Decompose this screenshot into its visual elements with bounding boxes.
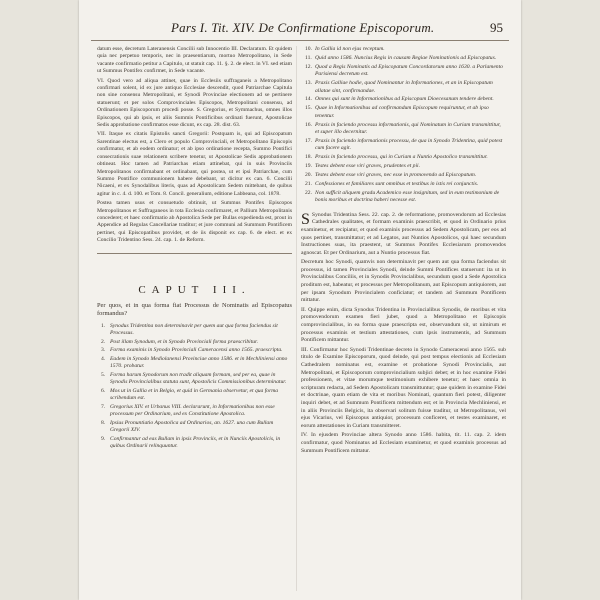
body-paragraph: datum esse, decretum Lateranensis Concilii sub Innocentio III. Declaratum. Et quidem quia nec perpetuo temporis, nec in praesentiarum, mortuo Metropolitano, in Sede vacante confirmatio petitur a Capitulo, ut statuit cap. 11. §. 2. de elect. in VI. sed etiam ut Summus Pontifex confirmet, in Sede vacante. [97, 46, 292, 75]
body-paragraph: II. Quippe enim, dicta Synodus Tridentina in Provincialibus Synodis, de moribus et vita promovendorum examen fieri jubet, quod a Metropolitano et Episcopis comprovincialibus, in ea forma quae praescripta est, observandum sit, ut nimirum et processus examinis et testium attestationes, cum ipsis instrumentis, ad Summum Pontificem mittantur. [301, 306, 506, 344]
summary-item: 5. Forma harum Synodorum non tradit aliquam formam, sed per ea, quae in Synodis Provincialibus statuta sunt, Apostolicis Commissionibus determinatur. [101, 371, 287, 386]
summary-item: 8. Ipsius Pronuntiatio Apostolica ad Ordinarios, an. 1627. una cum Bullam Gregorii XIV. [101, 419, 274, 434]
page-number: 95 [490, 20, 503, 35]
chapter-summary-list-continued [301, 46, 506, 205]
summary-item: 20. Testes debent esse viri graves, nec esse in promovendo ad Episcopatum. [305, 172, 477, 179]
column-gutter [296, 46, 297, 591]
section-rule [97, 253, 292, 254]
summary-item: 6. Mos ut in Gallia et in Belgio, et quid in Germania observetur, et qua forma scribendum est. [101, 387, 279, 402]
summary-item: 2. Post illam Synodum, et in Synodo Provinciali forma praescribitur. [101, 338, 259, 345]
summary-item: 7. Gregorius XIV. et Urbanus VIII. declararunt, in Informationibus non esse processum per Ordinarium, sed ex Constitutione Apostolica. [101, 403, 275, 418]
header-rule [91, 40, 509, 41]
summary-item: 18. Praxis in faciendo processu, qui in Curiam a Nuntio Apostolico transmittitur. [305, 154, 488, 161]
summary-item: 14. Omnes qui sunt in Informationibus ad Episcopum Dioecesanum tendere debent. [305, 96, 494, 103]
chapter-question: Per quos, et in qua forma fiat Processus de Nominatis ad Episcopatus formandus? [97, 301, 292, 317]
chapter-summary-list [97, 323, 292, 451]
summary-item: 4. Eadem in Synodo Mediolanensi Provinciae anno 1586. et in Mechliniensi anno 1570. probatur. [101, 355, 288, 370]
document-page [79, 0, 521, 600]
summary-item: 19. Testes debent esse viri graves, prudentes et pii. [305, 163, 420, 170]
body-paragraph: Postea tamen usus et consuetudo obtinuit, ut Summus Pontifex Episcopos Metropolitanos et Suffraganeos in tota Ecclesia confirmaret, et Pallium Metropolitanis concederet; et haec confirmatio ab Apostolica Sede per Bullas expedienda est, prout in Appendice ad Regulas Cancellariae traditur; et jure communi ad Summum Pontificem pertinet, qui Episcopatibus providet, et de iis disponit ex cap. 6. de elect. et ex Concilio Tridentino Sess. 24. cap. 1. de Reform. [97, 200, 292, 244]
summary-item: 21. Confessiones et familiares sunt omnibus et testibus in istis rei conjunctis. [305, 181, 479, 187]
summary-item: 17. Praxis in faciendo informationis processu, de qua in Synodo Tridentina, quid potest cum facere agit. [305, 137, 503, 152]
summary-item: 11. Quid anno 1586. Nuncius Regis in causam Regiae Nominationis ad Episcopatus. [305, 54, 497, 61]
running-title: Pars I. Tit. XIV. De Confirmatione Episcoporum. [171, 20, 435, 35]
body-paragraph: III. Confirmatur hoc Synodi Tridentinae decreto in Synodo Cameracensi anno 1565. sub titulo de Examine Episcoporum, quod deinde, qui post tempus electionis ad Ecclesiam Cathedralem nominatus est, examine et probatione Synodi Provincialis, aut Metropolitani, et Episcoporum comprovincialium subjici debet; et in hoc examine Fidei professionem, et vitae morumque testimonium exhibere tenetur; et haec omnia in scripturam redacta, ad Sedem Apostolicam transmittuntur; quae quidem in examine Fidei et doctrinae, quam etiam de vita et moribus Nominati, quantum fieri potest, diligenter inquiri debet, et ad Summum Pontificem mittendum est; et in Provincia Mechliniensi, et in aliis Provinciis Belgicis, ita observari solitum fuisse traditur, ut Metropolitanus, vel ejus Vicarius, vel Episcopus antiquior, processum conficeret, et testes examinaret, et eorum attestationes in Curiam transmitteret. [301, 346, 506, 429]
summary-item: 15. Quae in Informationibus ad confirmandum Episcopum requiruntur, et ab ipso tenentur. [305, 105, 489, 119]
summary-item: 13. Praxis Galliae hodie, quod Nominantur in Informationes, et an in Episcopatum allatae sint, confirmandae. [305, 80, 493, 94]
summary-item: 9. Confirmantur ad eas Bullam in ipsis Provinciis, et in Nunciis Apostolicis, in quibus Ordinarii relinquuntur. [101, 435, 281, 450]
summary-item: 10. In Gallia id non ejus receptum. [305, 46, 385, 52]
chapter-body [301, 212, 506, 455]
left-column [97, 46, 292, 594]
body-paragraph: Decretum hoc Synodi, quamvis non determinavit per quem aut qua forma faciendus sit processus, id tamen Provinciales Synodi, deinde Summi Pontifices statuerunt: ita ut in Provincialibus Conciliis, et in Synodis Provincialibus, secundum quod a Sede Apostolica proditum est, habeatur, et processus per Metropolitanum, aut Episcopum antiquiorem, aut per ipsam Synodum Provincialem conficiatur; et tandem ad Summum Pontificem mittatur. [301, 259, 506, 304]
right-column [301, 46, 506, 594]
body-paragraph: VI. Quod vero ad aliqua attinet, quae in Ecclesiis suffraganeis a Metropolitano confirmari solent, id ex jure antiquo Ecclesiae descendit, quod Patriarchae Capitula non sine consensu Metropolitani, et Synodi Provinciae electionem ad se pertinere statuerunt; et per solos Comprovinciales Episcopos, Metropolitani consensu, ad Ordinationem Episcoporum procedi posse. S. Gregorius, et Symmachus, omnes illos Episcopos, qui ab ipsis, et aliis Summis Pontificibus ordinati fuerunt, Apostolicae Sedis approbatione confirmatos esse dicunt, ex cap. 28. dist. 63. [97, 77, 292, 129]
body-paragraph: S Synodus Tridentina Sess. 22. cap. 2. de reformatione, promovendorum ad Ecclesias Cathedrales qualitates, et formam examinis praescribit, et quod in Ordinario prius examinetur, et recipiatur, et quod examinis processus ad Sedem Apostolicam, per eos ad quos pertinet, transmittatur; et ad Legatos, aut Nuntios Apostolicos, qui haec secundum Instructiones suas, ita praestent, ut Summus Pontifex Ecclesiarum promovendos agnoscat. Et per Ordinarium, aut a Nuntio processus fiat. [301, 210, 506, 256]
summary-item: 3. Forma examinis in Synodo Provinciali Cameracensi anno 1565. praescripta. [101, 347, 283, 354]
body-paragraph: VII. Itaque ex citatis Epistolis sancti Gregorii: Postquam is, qui ad Episcopatum Sarentinae electus est, a Clero et populo Comprovinciali, et Metropolitano Episcopis confirmatur, et ab eodem ordinatur; et ab ipso ordinatione recepta, Summo Pontifici consecrationis suae relationem scribere tenetur, ut Apostolicae Sedis approbationem obtineat. Hoc tamen ad Patriarchas etiam attinebat, qui in suis Provinciis Metropolitanos confirmabant et ordinabant, qui postea, ut et ipsi Patriarchae, cum Summo Pontifice communionem habere debebant, ut dicitur ex can. 6. Concilii Nicaeni, et ex Synodalibus literis, quas ad Apostolicam Sedem mittebant, de quibus agitur in c. 4. d. 100. et Tom. 8. Concil. generalium, editione Labbeana, col. 1878. [97, 131, 292, 197]
summary-item: 16. Praxis in faciendo processu informationis, qui Nominatum in Curiam transmittitur, et super illo decernitur. [305, 121, 501, 136]
drop-cap: S [301, 210, 310, 228]
chapter-heading: CAPUT III. [138, 283, 251, 296]
summary-item: 1. Synodus Tridentina non determinavit per quem aut qua forma faciendus sit Processus. [101, 322, 278, 336]
summary-item: 22. Non sufficit aliquem gradu Academico esse insignitum, sed in eum testimonium de bonis moribus et doctrina haberi necesse est. [305, 189, 500, 204]
body-paragraph: IV. In ejusdem Provinciae altera Synodo anno 1586. habita, tit. 11. cap. 2. idem confirmatur, quod Nominatus ad Ecclesiam examinetur, et quod examinis processus ad Summum Pontificem mittatur. [301, 432, 506, 454]
summary-item: 12. Quod a Regis Nominatis ad Episcopatum Concordatorum anno 1630. a Parlamento Parisiensi decretum est. [305, 63, 503, 78]
